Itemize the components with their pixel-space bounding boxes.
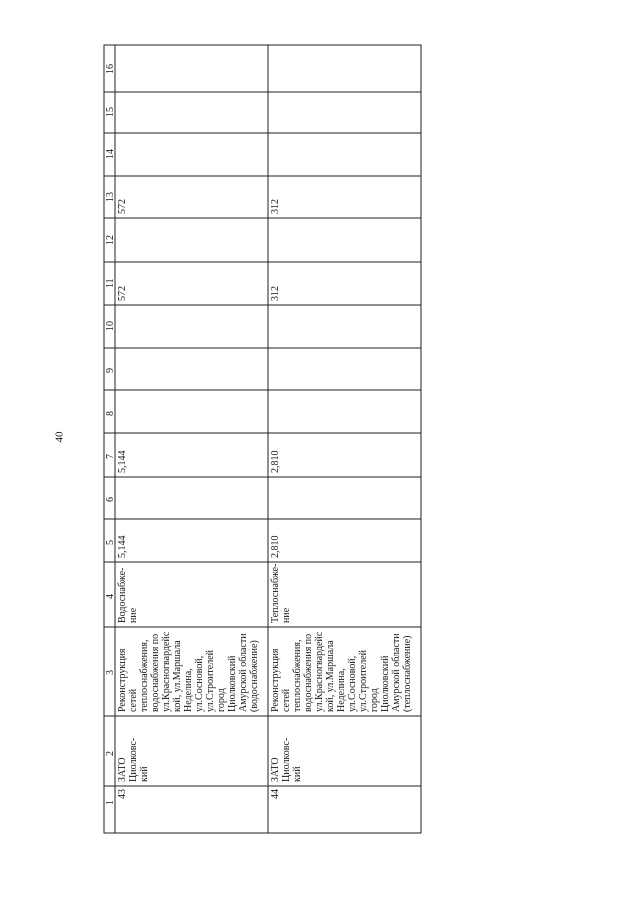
column-number-9: 9 — [105, 368, 116, 373]
column-number-6: 6 — [105, 497, 116, 502]
column-number-11: 11 — [105, 278, 116, 288]
row-44-col11-value: 312 — [270, 286, 281, 301]
column-number-14: 14 — [105, 149, 116, 159]
column-number-15: 15 — [105, 107, 116, 117]
row-44-municipality: ЗАТО Циолковс- кий — [270, 737, 303, 782]
row-43-col5-value: 5,144 — [117, 535, 128, 558]
column-number-10: 10 — [105, 321, 116, 331]
row-43-project-name: Реконструкция сетей теплоснабжения, водоснабжения по ул.Красногвардейс кой, ул.Маршала Неделина, ул.Сосновой, ул.Строителей город Циолковский Амурской области (водоснабжение) — [117, 631, 260, 712]
column-number-3: 3 — [105, 670, 116, 675]
column-number-5: 5 — [105, 540, 116, 545]
row-43-col11-value: 572 — [117, 286, 128, 301]
row-43-number: 43 — [117, 789, 128, 799]
table-border — [104, 45, 421, 833]
column-number-12: 12 — [105, 235, 116, 245]
row-44-project-name: Реконструкция сетей теплоснабжения, водоснабжения по ул.Красногвардейс кой, ул.Маршала Неделина, ул.Сосновой, ул.Строителей город Циолковский Амурской области (теплоснабжение) — [270, 631, 413, 712]
column-number-8: 8 — [105, 411, 116, 416]
row-43-category: Водоснабже- ние — [117, 567, 139, 623]
column-number-4: 4 — [105, 594, 116, 599]
row-44-col5-value: 2,810 — [270, 535, 281, 558]
column-number-7: 7 — [105, 454, 116, 459]
row-44-col7-value: 2,810 — [270, 450, 281, 473]
column-number-2: 2 — [105, 751, 116, 756]
column-number-16: 16 — [105, 64, 116, 74]
row-43-municipality: ЗАТО Циолковс- кий — [117, 737, 150, 782]
row-44-category: Теплоснабже- ние — [270, 563, 292, 623]
row-44-col13-value: 312 — [270, 199, 281, 214]
page-number: 40 — [53, 431, 66, 443]
row-43-col7-value: 5,144 — [117, 450, 128, 473]
row-43-col13-value: 572 — [117, 199, 128, 214]
row-44-number: 44 — [270, 789, 281, 799]
column-number-1: 1 — [105, 800, 116, 805]
column-number-13: 13 — [105, 192, 116, 202]
